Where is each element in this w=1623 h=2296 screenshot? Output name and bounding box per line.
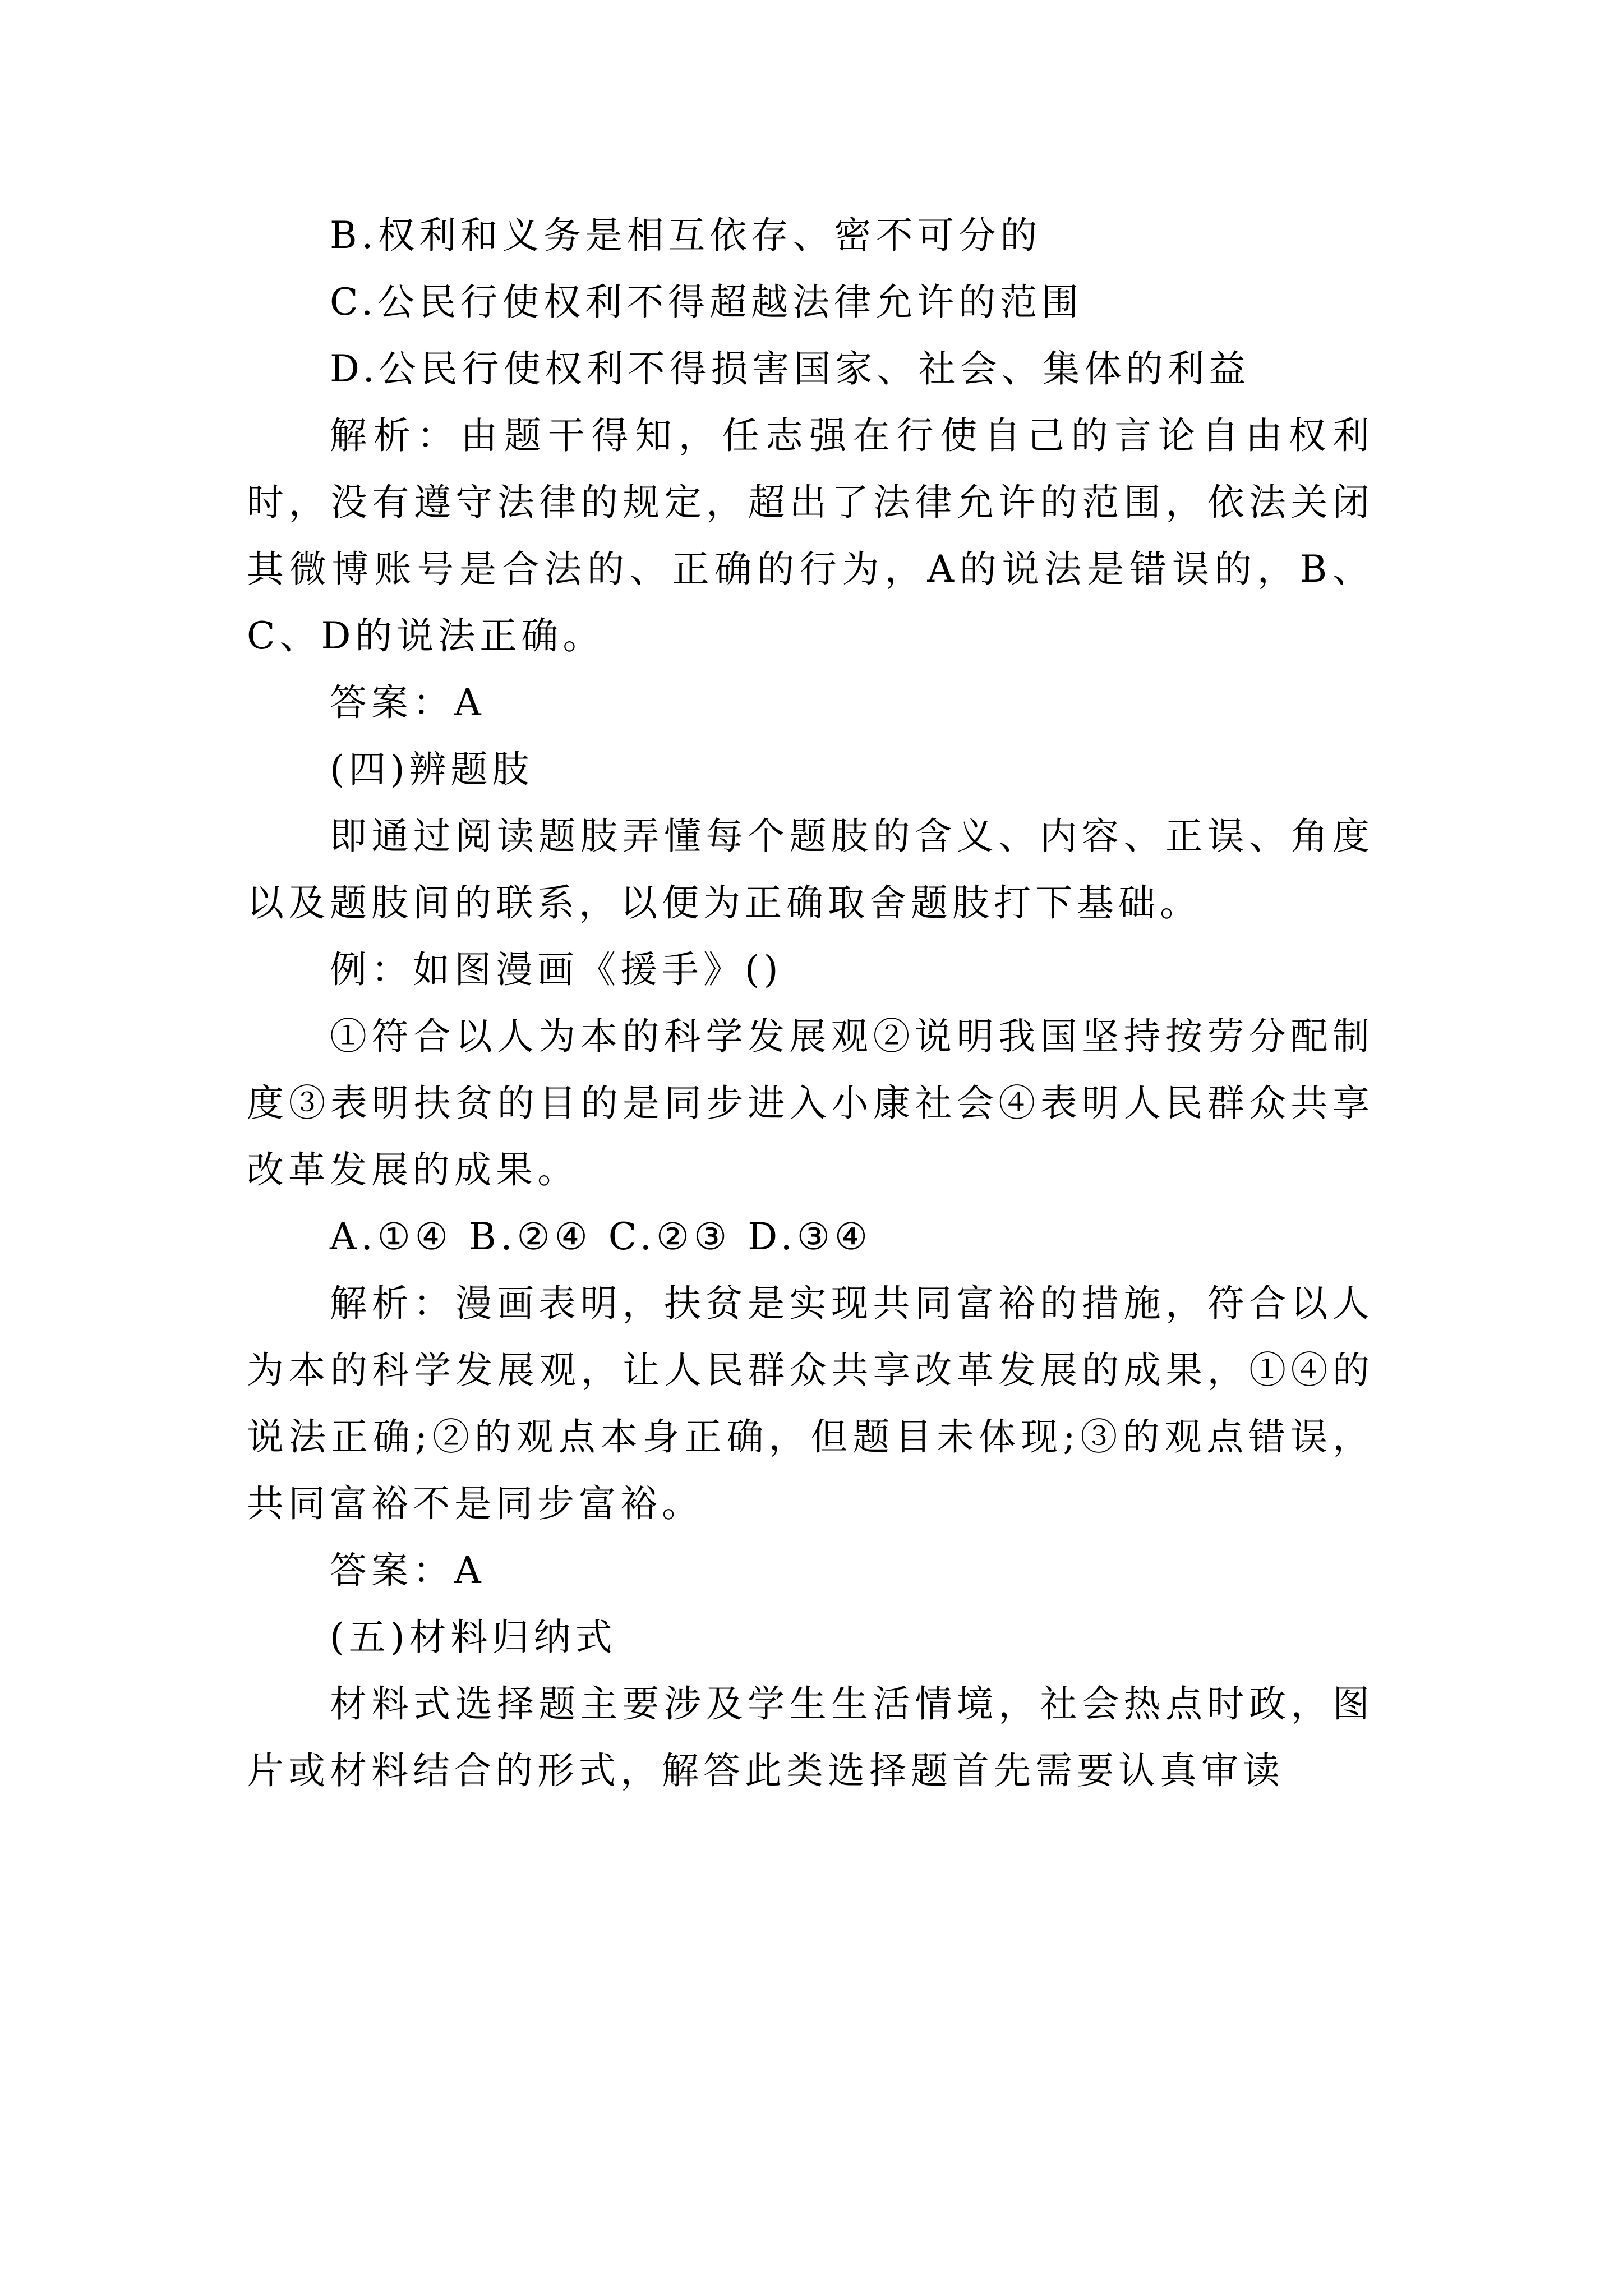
answer-line: 答案：A bbox=[330, 681, 486, 724]
analysis-paragraph: 解析：由题干得知，任志强在行使自己的言论自由权利时，没有遵守法律的规定，超出了法律允许的范围，依法关闭其微博账号是合法的、正确的行为，A的说法是错误的，B、C、D的说法正确。 bbox=[247, 414, 1374, 657]
example-line: 例：如图漫画《援手》() bbox=[330, 948, 783, 991]
answer-line: 答案：A bbox=[330, 1549, 486, 1592]
option-d: D.公民行使权利不得损害国家、社会、集体的利益 bbox=[330, 347, 1251, 390]
section-heading: (五)材料归纳式 bbox=[330, 1616, 617, 1659]
document-body bbox=[247, 202, 1374, 1804]
example-options: A.①④ B.②④ C.②③ D.③④ bbox=[330, 1215, 873, 1258]
body-paragraph: 即通过阅读题肢弄懂每个题肢的含义、内容、正误、角度以及题肢间的联系，以便为正确取舍题肢打下基础。 bbox=[247, 815, 1374, 924]
analysis-paragraph: 解析：漫画表明，扶贫是实现共同富裕的措施，符合以人为本的科学发展观，让人民群众共享改革发展的成果，①④的说法正确;②的观点本身正确，但题目未体现;③的观点错误，共同富裕不是同步富裕。 bbox=[247, 1282, 1374, 1525]
section-heading: (四)辨题肢 bbox=[330, 748, 534, 791]
option-b: B.权利和义务是相互依存、密不可分的 bbox=[330, 214, 1042, 257]
body-paragraph: 材料式选择题主要涉及学生生活情境，社会热点时政，图片或材料结合的形式，解答此类选择题首先需要认真审读 bbox=[247, 1682, 1374, 1792]
option-c: C.公民行使权利不得超越法律允许的范围 bbox=[330, 280, 1083, 324]
example-statements: ①符合以人为本的科学发展观②说明我国坚持按劳分配制度③表明扶贫的目的是同步进入小康社会④表明人民群众共享改革发展的成果。 bbox=[247, 1015, 1374, 1191]
